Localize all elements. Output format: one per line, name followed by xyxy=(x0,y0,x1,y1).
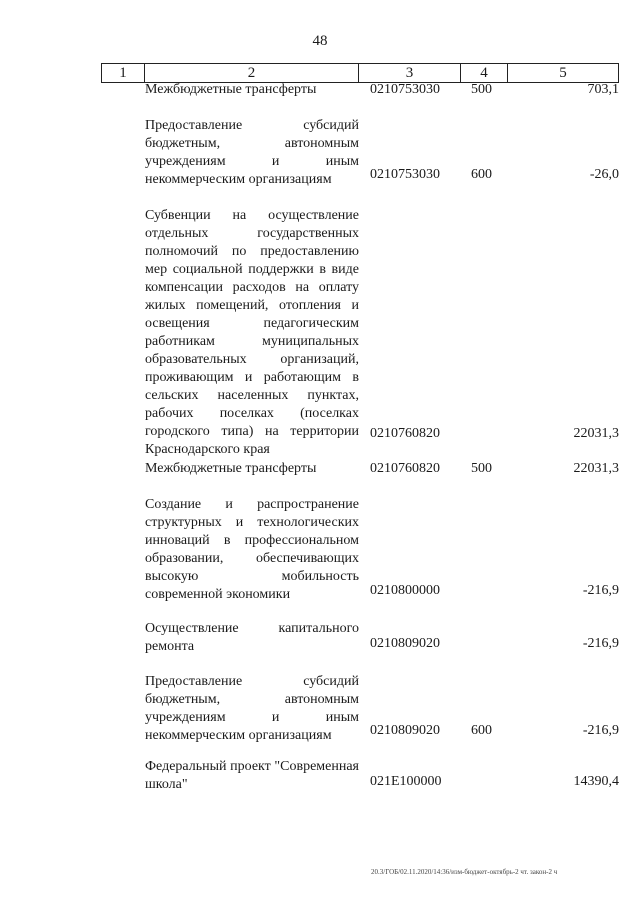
row-code: 0210760820 xyxy=(370,461,440,476)
row-code: 0210760820 xyxy=(370,426,440,441)
row-code: 0210809020 xyxy=(370,636,440,651)
row-amount: -216,9 xyxy=(582,723,619,738)
table-row xyxy=(0,758,640,794)
row-code: 0210753030 xyxy=(370,82,440,97)
row-code: 0210753030 xyxy=(370,167,440,182)
row-type: 600 xyxy=(471,723,492,738)
table-header xyxy=(101,63,619,83)
page-number: 48 xyxy=(312,33,328,49)
row-amount: 22031,3 xyxy=(573,461,619,476)
row-amount: -26,0 xyxy=(589,167,619,182)
row-type: 600 xyxy=(471,167,492,182)
row-type: 500 xyxy=(471,82,492,97)
table-row xyxy=(0,620,640,656)
row-name: Создание и распространение структурных и технологических инноваций в профессиональном образовании, обеспечивающих высокую мобильность современной экономики xyxy=(145,497,359,602)
row-name: Предоставление субсидий бюджетным, автономным учреждениям и иным некоммерческим организациям xyxy=(145,674,359,743)
row-name: Предоставление субсидий бюджетным, автономным учреждениям и иным некоммерческим организациям xyxy=(145,118,359,187)
header-col-2: 2 xyxy=(145,64,359,82)
document-footer: 20.3/ГОБ/02.11.2020/14:36/изм-бюджет-октябрь-2 чт. закон-2 ч xyxy=(371,868,558,876)
row-name: Межбюджетные трансферты xyxy=(145,461,317,476)
table-row xyxy=(0,117,640,189)
table-row xyxy=(0,81,640,99)
row-name: Субвенции на осуществление отдельных государственных полномочий по предоставлению мер социальной поддержки в виде компенсации расходов на оплату жилых помещений, отопления и освещения педагогическим работникам муниципальных образовательных организаций, проживающим и работающим в сельских населенных пунктах, рабочих поселках (поселках городского типа) на территории Краснодарского края xyxy=(145,208,359,457)
table-row xyxy=(0,460,640,478)
row-amount: 14390,4 xyxy=(573,774,619,789)
table-row xyxy=(0,207,640,457)
header-col-4: 4 xyxy=(461,64,508,82)
header-col-1: 1 xyxy=(102,64,145,82)
row-code: 0210809020 xyxy=(370,723,440,738)
row-code: 021E100000 xyxy=(370,774,442,789)
row-name: Межбюджетные трансферты xyxy=(145,82,317,97)
table-row xyxy=(0,673,640,745)
row-amount: 22031,3 xyxy=(573,426,619,441)
table-row xyxy=(0,496,640,604)
header-col-5: 5 xyxy=(559,65,567,81)
row-name: Осуществление капитального ремонта xyxy=(145,621,359,654)
row-code: 0210800000 xyxy=(370,583,440,598)
row-type: 500 xyxy=(471,461,492,476)
row-name: Федеральный проект "Современная школа" xyxy=(145,759,359,792)
row-amount: 703,1 xyxy=(587,82,619,97)
header-col-3: 3 xyxy=(359,64,461,82)
row-amount: -216,9 xyxy=(582,636,619,651)
row-amount: -216,9 xyxy=(582,583,619,598)
